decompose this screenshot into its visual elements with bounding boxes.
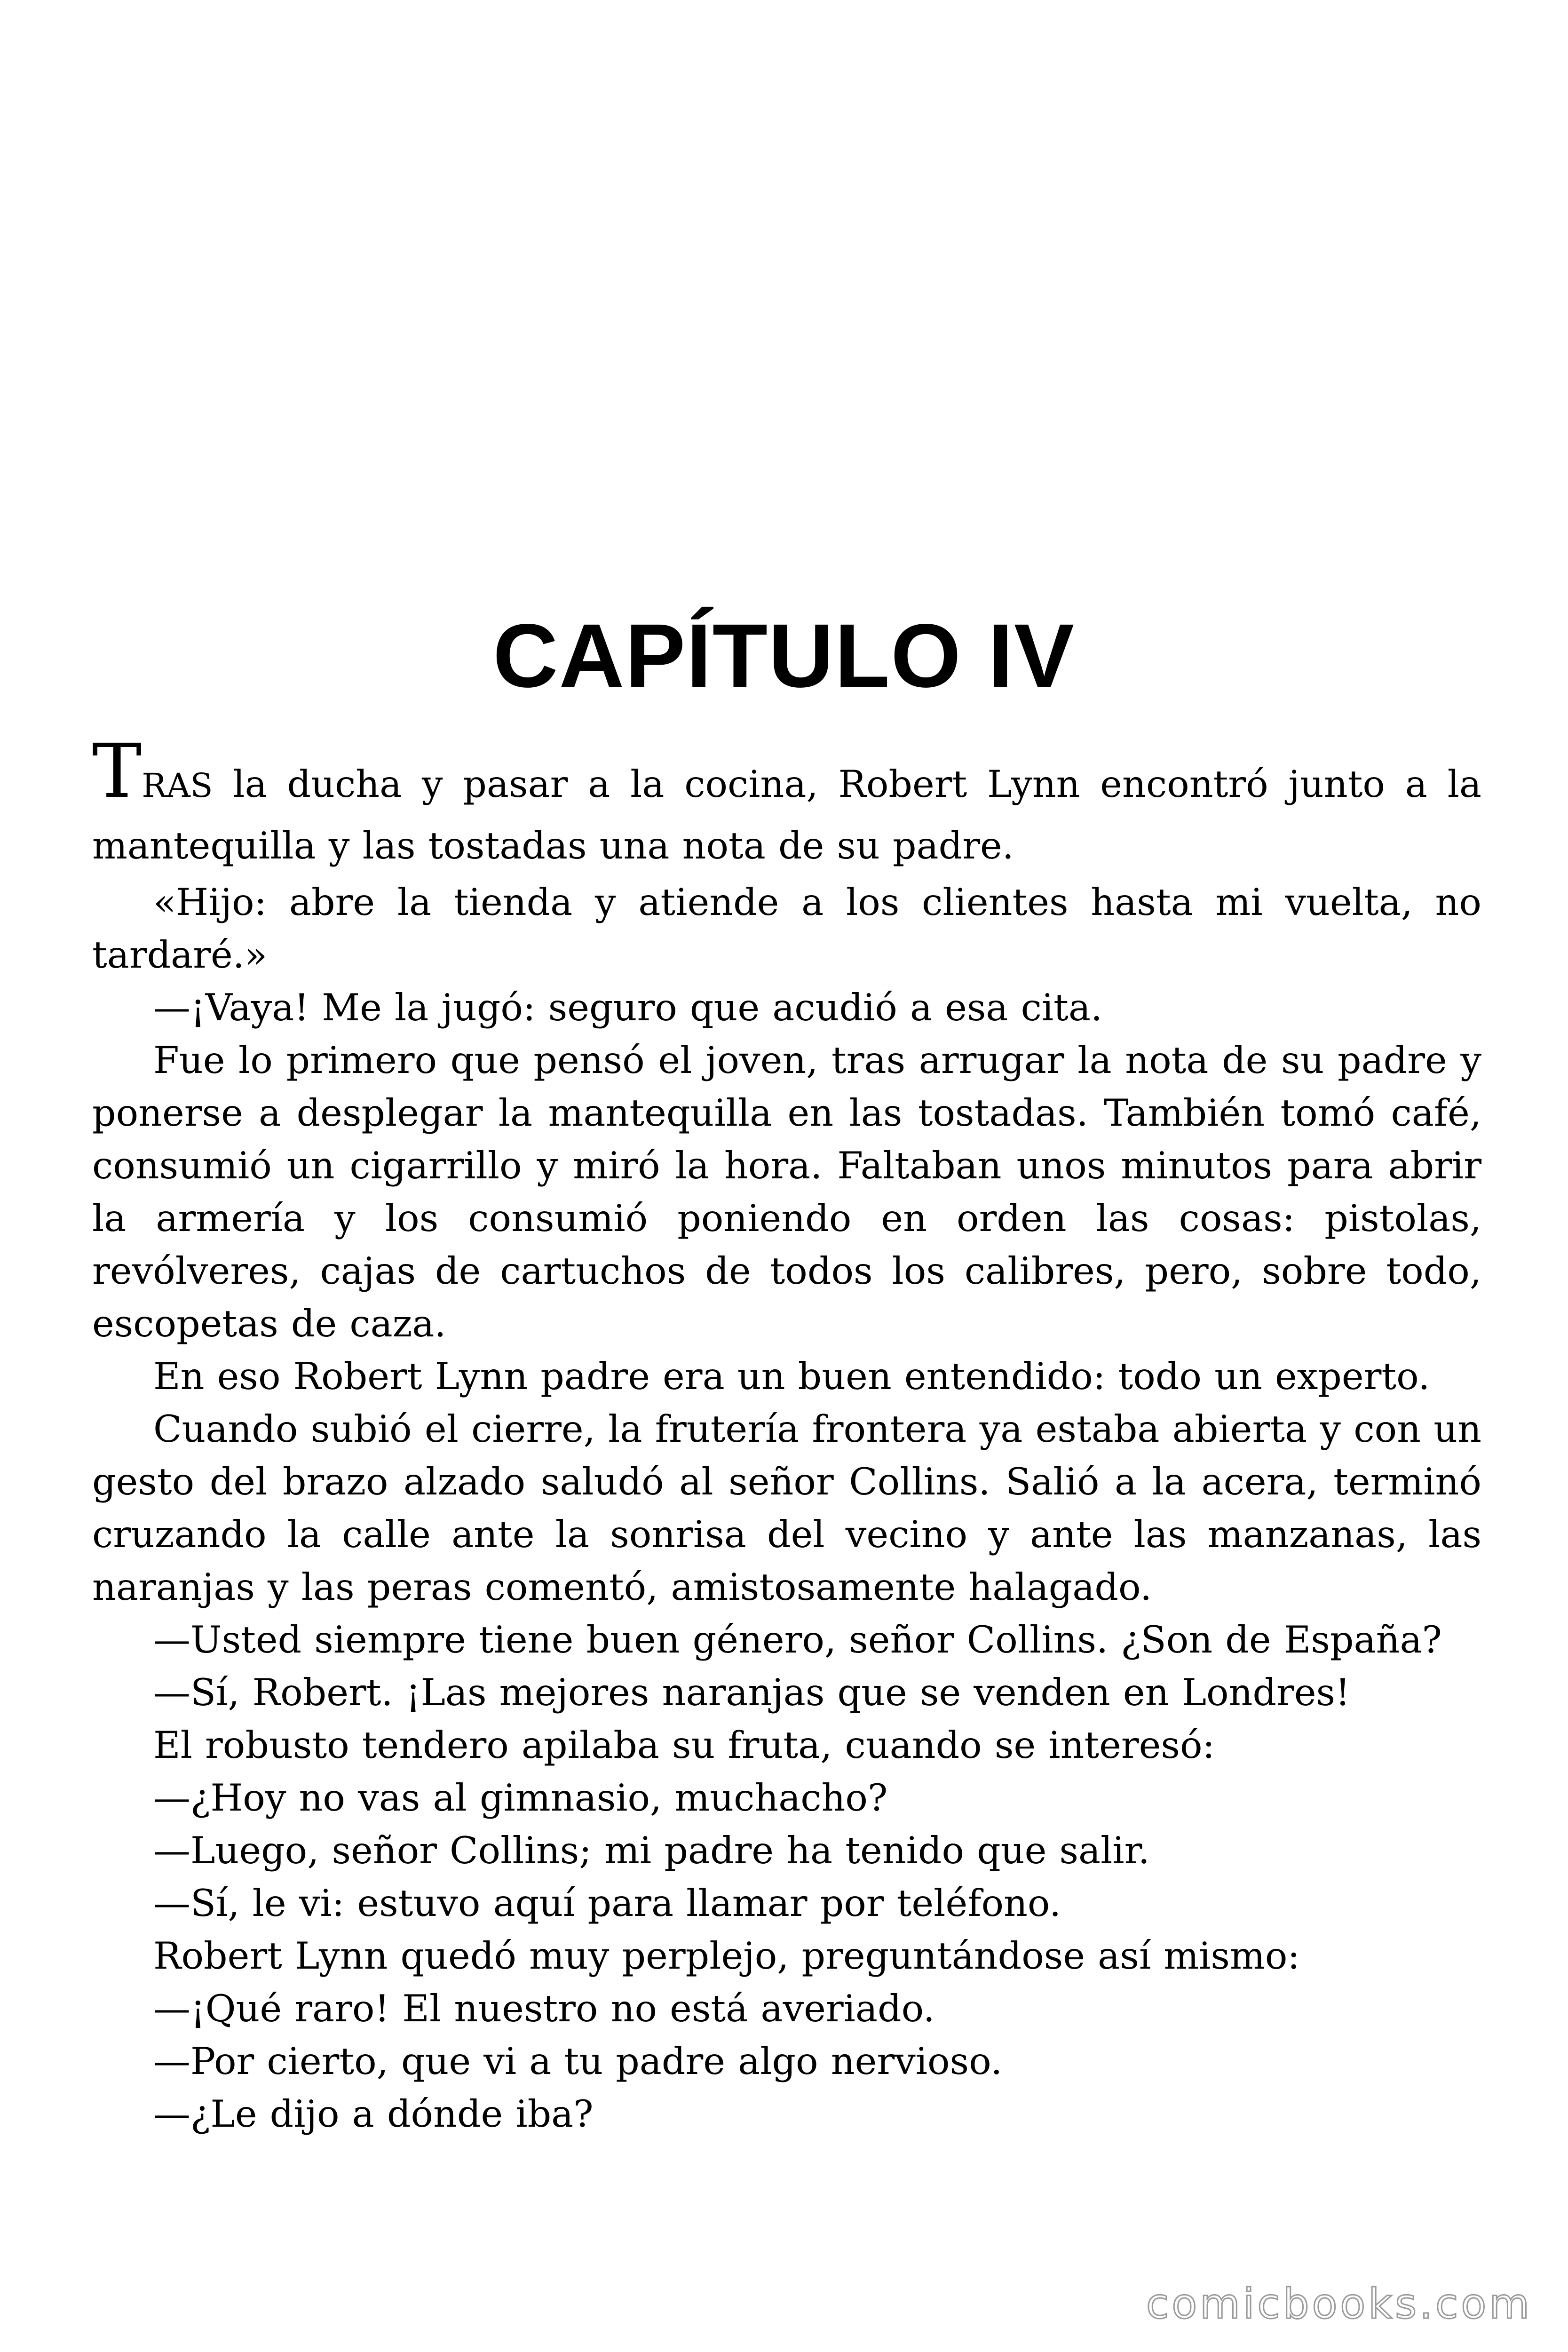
- chapter-body: [92, 728, 1481, 2140]
- chapter-title: CAPÍTULO IV: [492, 604, 1076, 706]
- opening-paragraph: [92, 728, 1481, 876]
- paragraph-note: «Hijo: abre la tienda y atiende a los clientes hasta mi vuelta, no tardaré.»: [92, 881, 1481, 977]
- opening-text: la ducha y pasar a la cocina, Robert Lynn encontró junto a la mantequilla y las tostadas una nota de su padre.: [92, 763, 1481, 867]
- watermark-logo: comicbooks.com: [1146, 2280, 1532, 2328]
- paragraph-dialogue: —¡Qué raro! El nuestro no está averiado.: [153, 1987, 935, 2030]
- paragraph-dialogue: —Luego, señor Collins; mi padre ha tenido que salir.: [153, 1829, 1150, 1872]
- paragraph-dialogue: —Sí, Robert. ¡Las mejores naranjas que se venden en Londres!: [153, 1671, 1350, 1714]
- paragraph-dialogue: —Usted siempre tiene buen género, señor Collins. ¿Son de España?: [153, 1618, 1442, 1661]
- drop-cap-letter: T: [92, 728, 142, 815]
- paragraph-narration: El robusto tendero apilaba su fruta, cuando se interesó:: [153, 1724, 1215, 1767]
- paragraph-dialogue: —Sí, le vi: estuvo aquí para llamar por teléfono.: [153, 1882, 1061, 1925]
- opening-small-caps: RAS: [142, 766, 213, 805]
- paragraph-narration: Cuando subió el cierre, la frutería frontera ya estaba abierta y con un gesto del brazo alzado saludó al señor Collins. Salió a la acera, terminó cruzando la calle ante la sonrisa del vecino y ante las manzanas, las naranjas y las peras comentó, amistosamente halagado.: [92, 1407, 1481, 1609]
- paragraph-narration: En eso Robert Lynn padre era un buen entendido: todo un experto.: [153, 1355, 1430, 1398]
- paragraph-dialogue: —Por cierto, que vi a tu padre algo nervioso.: [153, 2040, 1003, 2083]
- paragraph-narration: Robert Lynn quedó muy perplejo, preguntándose así mismo:: [153, 1934, 1300, 1978]
- paragraph-dialogue: —¡Vaya! Me la jugó: seguro que acudió a esa cita.: [153, 986, 1103, 1029]
- paragraph-dialogue: —¿Hoy no vas al gimnasio, muchacho?: [153, 1776, 888, 1820]
- paragraph-dialogue: —¿Le dijo a dónde iba?: [153, 2092, 594, 2136]
- paragraph-narration: Fue lo primero que pensó el joven, tras arrugar la nota de su padre y ponerse a desplegar la mantequilla en las tostadas. También tomó café, consumió un cigarrillo y miró la hora. Faltaban unos minutos para abrir la armería y los consumió poniendo en orden las cosas: pistolas, revólveres, cajas de cartuchos de todos los calibres, pero, sobre todo, escopetas de caza.: [92, 1039, 1481, 1345]
